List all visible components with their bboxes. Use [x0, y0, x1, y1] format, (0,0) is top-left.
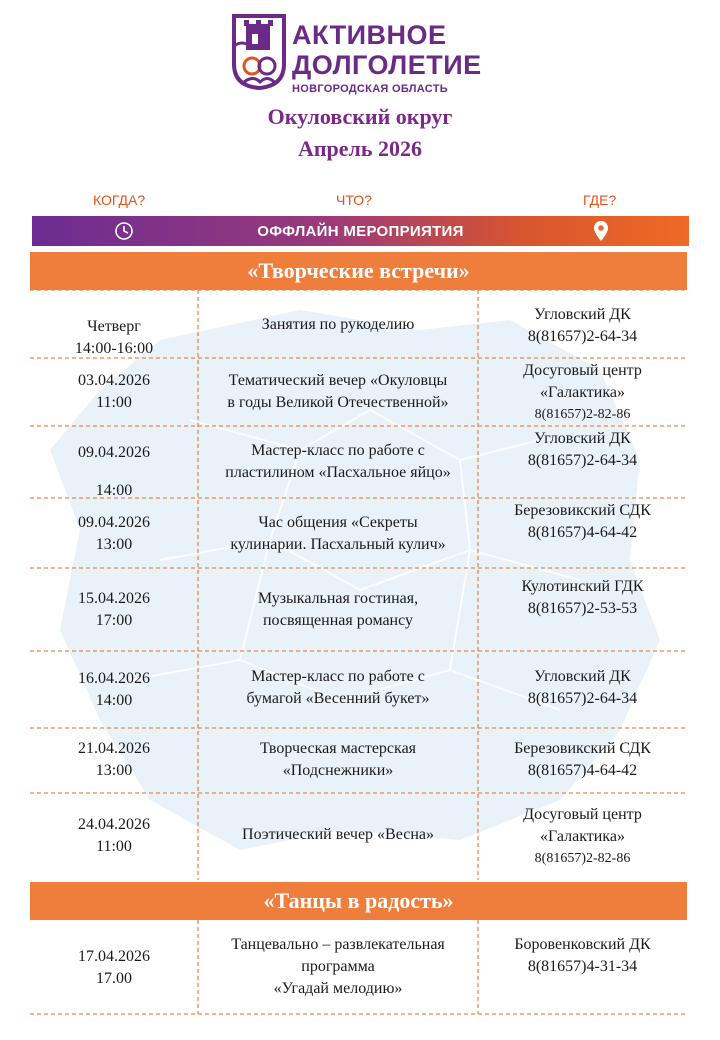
- table-row-9-where: Боровенковский ДК 8(81657)4-31-34: [514, 936, 651, 975]
- table-row-5-when: 15.04.2026 17:00: [78, 590, 150, 629]
- section-title: «Творческие встречи»: [247, 258, 470, 283]
- table-row-1-what: Занятия по рукоделию: [261, 316, 415, 333]
- logo-text-line2: ДОЛГОЛЕТИЕ: [292, 50, 482, 80]
- table-row-5-what: Музыкальная гостиная, посвященная романсу: [257, 590, 419, 629]
- table-row-4-where: Березовикский СДК 8(81657)4-64-42: [514, 502, 651, 541]
- table-row-4-when: 09.04.2026 13:00: [78, 514, 150, 553]
- table-row-3-what: Мастер-класс по работе с пластилином «Пасхальное яйцо»: [225, 442, 451, 481]
- section-header-creative: [30, 252, 687, 290]
- column-header-when: КОГДА?: [93, 192, 146, 208]
- offline-events-label: ОФФЛАЙН МЕРОПРИЯТИЯ: [257, 223, 464, 240]
- table-row-3-where: Угловский ДК 8(81657)2-64-34: [527, 430, 638, 469]
- table-row-2-what: Тематический вечер «Окуловцы в годы Великой Отечественной»: [227, 372, 449, 411]
- table-row-9-when: 17.04.2026 17.00: [78, 948, 150, 987]
- table-row-7-when: 21.04.2026 13:00: [78, 740, 150, 779]
- table-row-8-where: Досуговый центр «Галактика» 8(81657)2-82-86: [523, 806, 642, 866]
- table-row-6-when: 16.04.2026 14:00: [78, 670, 150, 709]
- table-row-5-where: Кулотинский ГДК 8(81657)2-53-53: [521, 578, 644, 617]
- table-row-6-what: Мастер-класс по работе с бумагой «Весенний букет»: [246, 668, 430, 707]
- table-row-1-when: Четверг 14:00-16:00: [74, 318, 154, 357]
- page-subtitle: Апрель 2026: [297, 136, 423, 161]
- page-title: Окуловский округ: [267, 104, 453, 129]
- table-row-4-what: Час общения «Секреты кулинарии. Пасхальный кулич»: [230, 514, 446, 553]
- table-row-8-when: 24.04.2026 11:00: [78, 816, 150, 855]
- table-row-2-where: Досуговый центр «Галактика» 8(81657)2-82-86: [523, 362, 642, 422]
- table-row-6-where: Угловский ДК 8(81657)2-64-34: [527, 668, 638, 707]
- table-row-8-what: Поэтический вечер «Весна»: [242, 826, 434, 843]
- section-title: «Танцы в радость»: [263, 888, 454, 913]
- logo-text-line1: АКТИВНОЕ: [292, 20, 447, 50]
- table-row-1-where: Угловский ДК 8(81657)2-64-34: [527, 306, 638, 345]
- column-header-where: ГДЕ?: [583, 192, 617, 208]
- table-row-7-where: Березовикский СДК 8(81657)4-64-42: [514, 740, 651, 779]
- section-header-dance: [30, 882, 687, 920]
- table-row-9-what: Танцевально – развлекательная программа «Угадай мелодию»: [231, 936, 445, 997]
- table-row-3-when: 09.04.2026 14:00: [78, 444, 150, 499]
- table-row-7-what: Творческая мастерская «Подснежники»: [259, 740, 417, 779]
- column-header-what: ЧТО?: [336, 192, 372, 208]
- logo-text-line3: НОВГОРОДСКАЯ ОБЛАСТЬ: [292, 83, 448, 95]
- table-row-2-when: 03.04.2026 11:00: [78, 372, 150, 411]
